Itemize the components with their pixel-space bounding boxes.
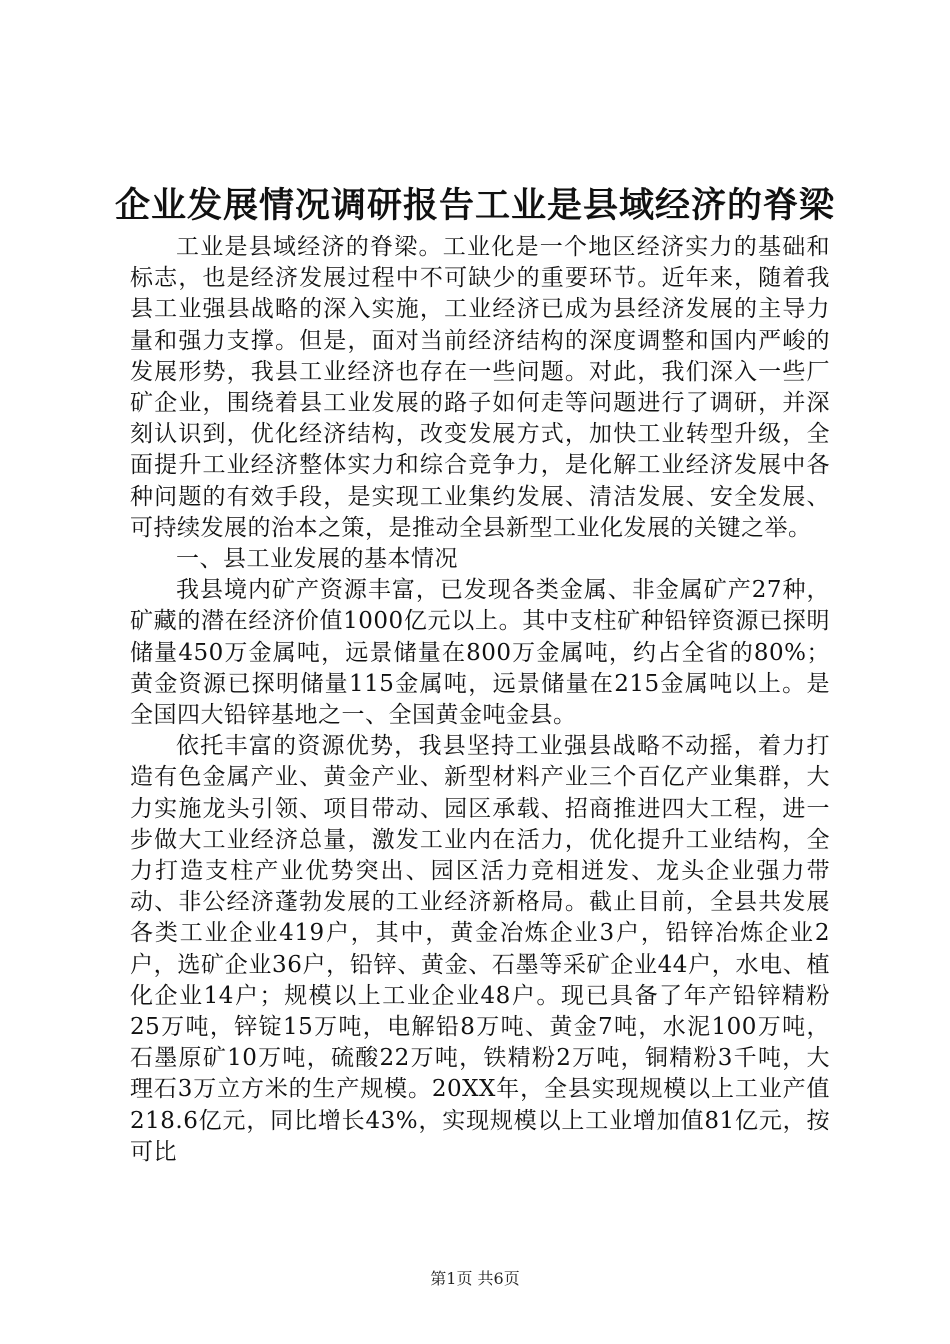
document-body — [130, 232, 830, 1168]
industry-paragraph: 依托丰富的资源优势，我县坚持工业强县战略不动摇，着力打造有色金属产业、黄金产业、新型材料产业三个百亿产业集群，大力实施龙头引领、项目带动、园区承载、招商推进四大工程，进一步做大工业经济总量，激发工业内在活力，优化提升工业结构，全力打造支柱产业优势突出、园区活力竞相迸发、龙头企业强力带动、非公经济蓬勃发展的工业经济新格局。截止目前，全县共发展各类工业企业419户，其中，黄金冶炼企业3户，铅锌冶炼企业2户，选矿企业36户，铅锌、黄金、石墨等采矿企业44户，水电、植化企业14户；规模以上工业企业48户。现已具备了年产铅锌精粉25万吨，锌锭15万吨，电解铅8万吨、黄金7吨，水泥100万吨，石墨原矿10万吨，硫酸22万吨，铁精粉2万吨，铜精粉3千吨，大理石3万立方米的生产规模。20XX年，全县实现规模以上工业产值218.6亿元，同比增长43%，实现规模以上工业增加值81亿元，按可比 — [130, 733, 830, 1165]
resource-paragraph: 我县境内矿产资源丰富，已发现各类金属、非金属矿产27种，矿藏的潜在经济价值1000亿元以上。其中支柱矿种铅锌资源已探明储量450万金属吨，远景储量在800万金属吨，约占全省的80%；黄金资源已探明储量115金属吨，远景储量在215金属吨以上。是全国四大铅锌基地之一、全国黄金吨金县。 — [130, 577, 830, 729]
section-heading-1: 一、县工业发展的基本情况 — [176, 546, 458, 573]
intro-paragraph: 工业是县域经济的脊梁。工业化是一个地区经济实力的基础和标志，也是经济发展过程中不可缺少的重要环节。近年来，随着我县工业强县战略的深入实施，工业经济已成为县经济发展的主导力量和强力支撑。但是，面对当前经济结构的深度调整和国内严峻的发展形势，我县工业经济也存在一些问题。对此，我们深入一些厂矿企业，围绕着县工业发展的路子如何走等问题进行了调研，并深刻认识到，优化经济结构，改变发展方式，加快工业转型升级，全面提升工业经济整体实力和综合竞争力，是化解工业经济发展中各种问题的有效手段，是实现工业集约发展、清洁发展、安全发展、可持续发展的治本之策，是推动全县新型工业化发展的关键之举。 — [130, 234, 830, 541]
document-title: 企业发展情况调研报告工业是县域经济的脊梁 — [114, 185, 835, 226]
page-footer: 第1页 共6页 — [430, 1269, 520, 1288]
